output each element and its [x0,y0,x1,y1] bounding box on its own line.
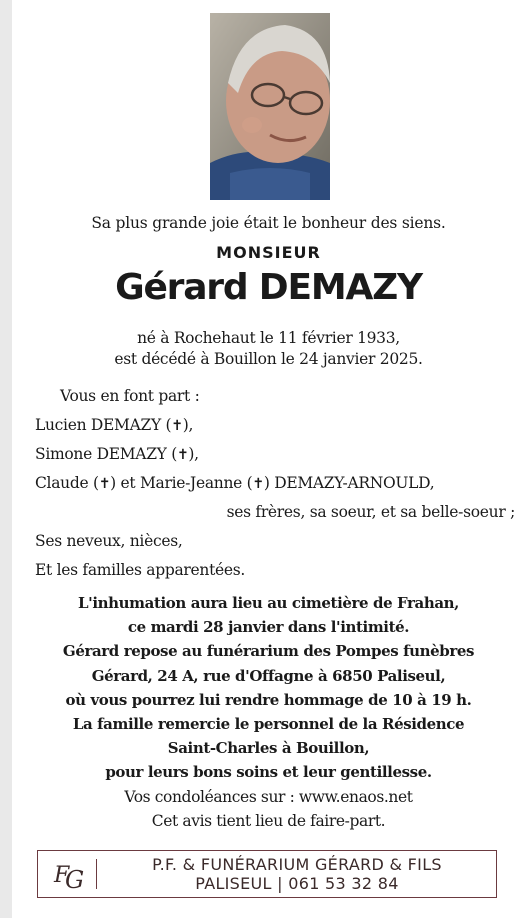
svg-text:F: F [54,863,70,888]
ceremony-details [12,591,525,833]
intro-line: Vous en font part : [60,387,200,405]
funeral-home-text [104,855,490,893]
relation-line: ses frères, sa soeur, et sa belle-soeur ; [226,503,515,521]
detail-line: pour leurs bons soins et leur gentillesse. [105,763,432,782]
condolences-line: Vos condoléances sur : www.enaos.net [124,787,413,806]
detail-line: où vous pourrez lui rendre hommage de 10 à 19 h. [65,690,472,709]
family-announcement [35,385,515,588]
detail-line: ce mardi 28 janvier dans l'intimité. [127,618,410,637]
birth-death-dates [12,328,525,370]
funeral-home-banner [37,850,497,898]
birth-line: né à Rochehaut le 11 février 1933, [137,329,400,347]
member-name: Simone DEMAZY [35,445,167,463]
civility-title: MONSIEUR [216,243,321,262]
cross-icon: ✝ [98,476,111,492]
obituary-page [12,0,525,918]
detail-line: Saint-Charles à Bouillon, [167,739,370,758]
cross-icon: ✝ [176,447,189,463]
portrait-photo [210,13,330,200]
cross-icon: ✝ [252,476,264,492]
detail-line: Gérard repose au funérarium des Pompes funèbres [62,642,475,661]
notice-line: Cet avis tient lieu de faire-part. [151,811,386,830]
nephews-line: Ses neveux, nièces, [35,532,183,550]
detail-line: L'inhumation aura lieu au cimetière de Frahan, [78,594,459,612]
death-line: est décédé à Bouillon le 24 janvier 2025. [114,350,423,368]
portrait-image [210,13,330,200]
deceased-name: Gérard DEMAZY [115,267,422,308]
detail-line: La famille remercie le personnel de la Résidence [72,715,465,734]
families-line: Et les familles apparentées. [35,561,246,579]
member-name: Lucien DEMAZY [35,416,161,434]
family-member-claude: Claude (✝) et Marie-Jeanne (✝) DEMAZY-ARNOULD, [35,474,435,492]
family-member-simone: Simone DEMAZY (✝), [35,445,199,463]
detail-line: Gérard, 24 A, rue d'Offagne à 6850 Paliseul, [91,666,446,685]
footer-divider [96,859,97,889]
funeral-home-contact: PALISEUL | 061 53 32 84 [195,874,399,893]
funeral-home-logo [50,856,88,892]
cross-icon: ✝ [171,418,183,434]
family-member-lucien: Lucien DEMAZY (✝), [35,416,194,434]
svg-text:G: G [65,866,85,892]
quote-line: Sa plus grande joie était le bonheur des siens. [91,214,446,232]
funeral-home-name: P.F. & FUNÉRARIUM GÉRARD & FILS [152,855,442,874]
